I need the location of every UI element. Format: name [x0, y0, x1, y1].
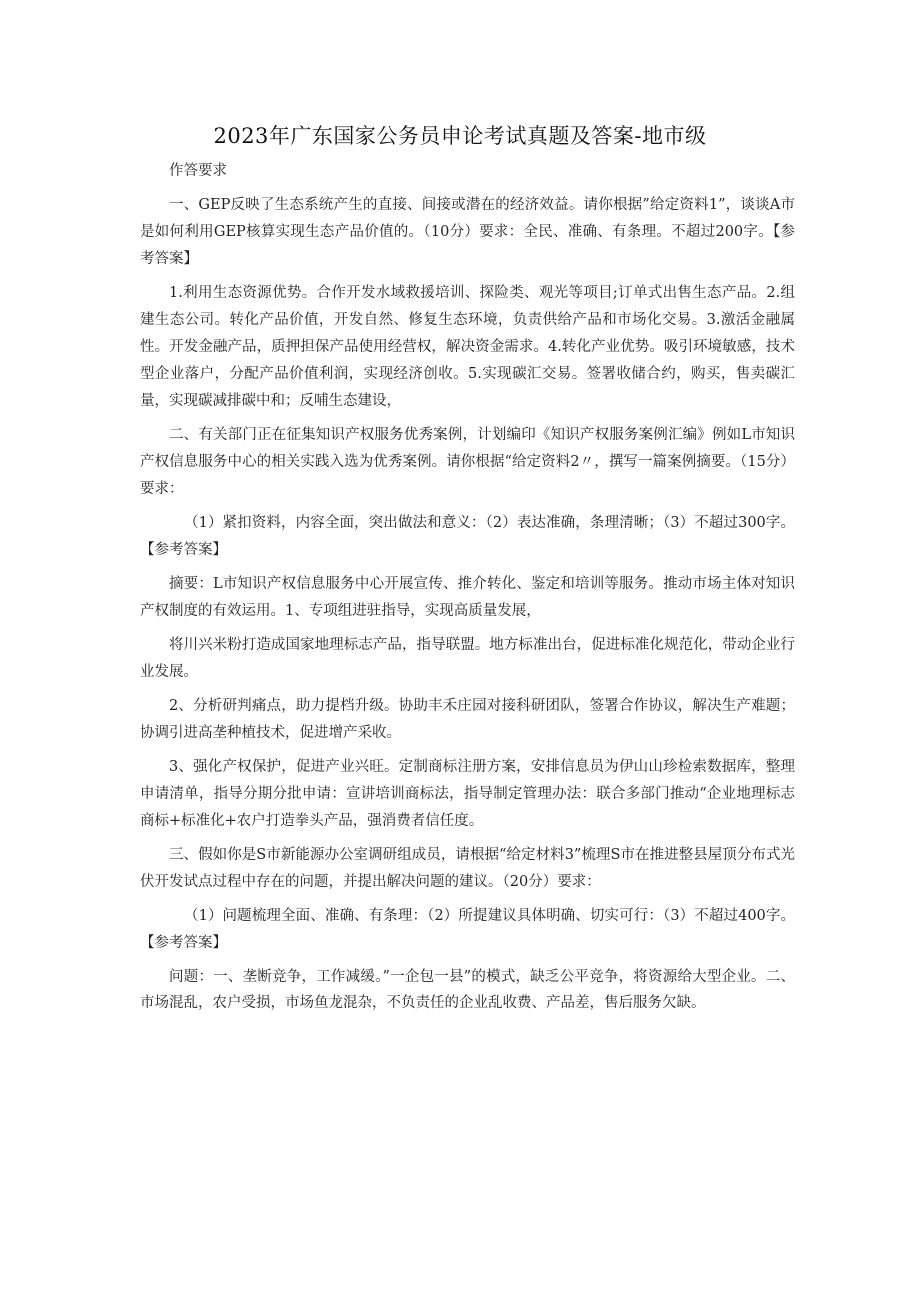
- requirements-heading: 作答要求: [169, 163, 227, 179]
- answer-2-point-1: 将川兴米粉打造成国家地理标志产品，指导联盟。地方标准出台，促进标准化规范化，带动企业行业发展。: [140, 637, 795, 680]
- question-3-requirements: （1）问题梳理全面、准确、有条理：（2）所提建议具体明确、切实可行：（3）不超过400字。【参考答案】: [140, 908, 795, 951]
- question-1: 一、GEP反映了生态系统产生的直接、间接或潜在的经济效益。请你根据”给定资料1”，谈谈A市是如何利用GEP核算实现生态产品价值的。（10分）要求：全民、准确、有条理。不超过200字。【参考答案】: [140, 197, 795, 267]
- answer-2-point-3: 3、强化产权保护，促进产业兴旺。定制商标注册方案，安排信息员为伊山山珍检索数据库，整理申请清单，指导分期分批申请：宣讲培训商标法，指导制定管理办法：联合多部门推动“企业地理标志商标+标准化+农户打造拳头产品，强消费者信任度。: [140, 759, 795, 829]
- document-title: 2023年广东国家公务员申论考试真题及答案-地市级: [213, 124, 707, 148]
- answer-1: 1.利用生态资源优势。合作开发水域救援培训、探险类、观光等项目;订单式出售生态产品。2.组建生态公司。转化产品价值，开发自然、修复生态环境，负责供给产品和市场化交易。3.激活金融属性。开发金融产品，质押担保产品使用经营权，解决资金需求。4.转化产业优势。吸引环境敏感，技术型企业落户，分配产品价值利润，实现经济创收。5.实现碳汇交易。签署收储合约，购买，售卖碳汇量，实现碳减排碳中和；反哺生态建设，: [140, 285, 795, 409]
- answer-2-point-2: 2、分析研判痛点，助力提档升级。协助丰禾庄园对接科研团队，签署合作协议，解决生产难题；协调引进高垄种植技术，促进增产采收。: [140, 698, 795, 741]
- answer-3: 问题：一、垄断竞争，工作减缓。”一企包一县”的模式，缺乏公平竞争，将资源给大型企业。二、市场混乱，农户受损，市场鱼龙混杂，不负责任的企业乱收费、产品差，售后服务欠缺。: [140, 969, 795, 1011]
- document-body: [140, 158, 795, 1023]
- question-2-requirements: （1）紧扣资料，内容全面，突出做法和意义：（2）表达准确，条理清晰；（3）不超过300字。【参考答案】: [140, 515, 795, 558]
- question-2: 二、有关部门正在征集知识产权服务优秀案例，计划编印《知识产权服务案例汇编》例如L市知识产权信息服务中心的相关实践入选为优秀案例。请你根据“给定资料2〃，撰写一篇案例摘要。（15分）要求：: [140, 427, 795, 497]
- question-3: 三、假如你是S市新能源办公室调研组成员，请根据“给定材料3”梳理S市在推进整县屋顶分布式光伏开发试点过程中存在的问题，并提出解决问题的建议。（20分）要求：: [140, 847, 795, 890]
- answer-2-summary: 摘要：L市知识产权信息服务中心开展宣传、推介转化、鉴定和培训等服务。推动市场主体对知识产权制度的有效运用。1、专项组进驻指导，实现高质量发展，: [140, 576, 795, 619]
